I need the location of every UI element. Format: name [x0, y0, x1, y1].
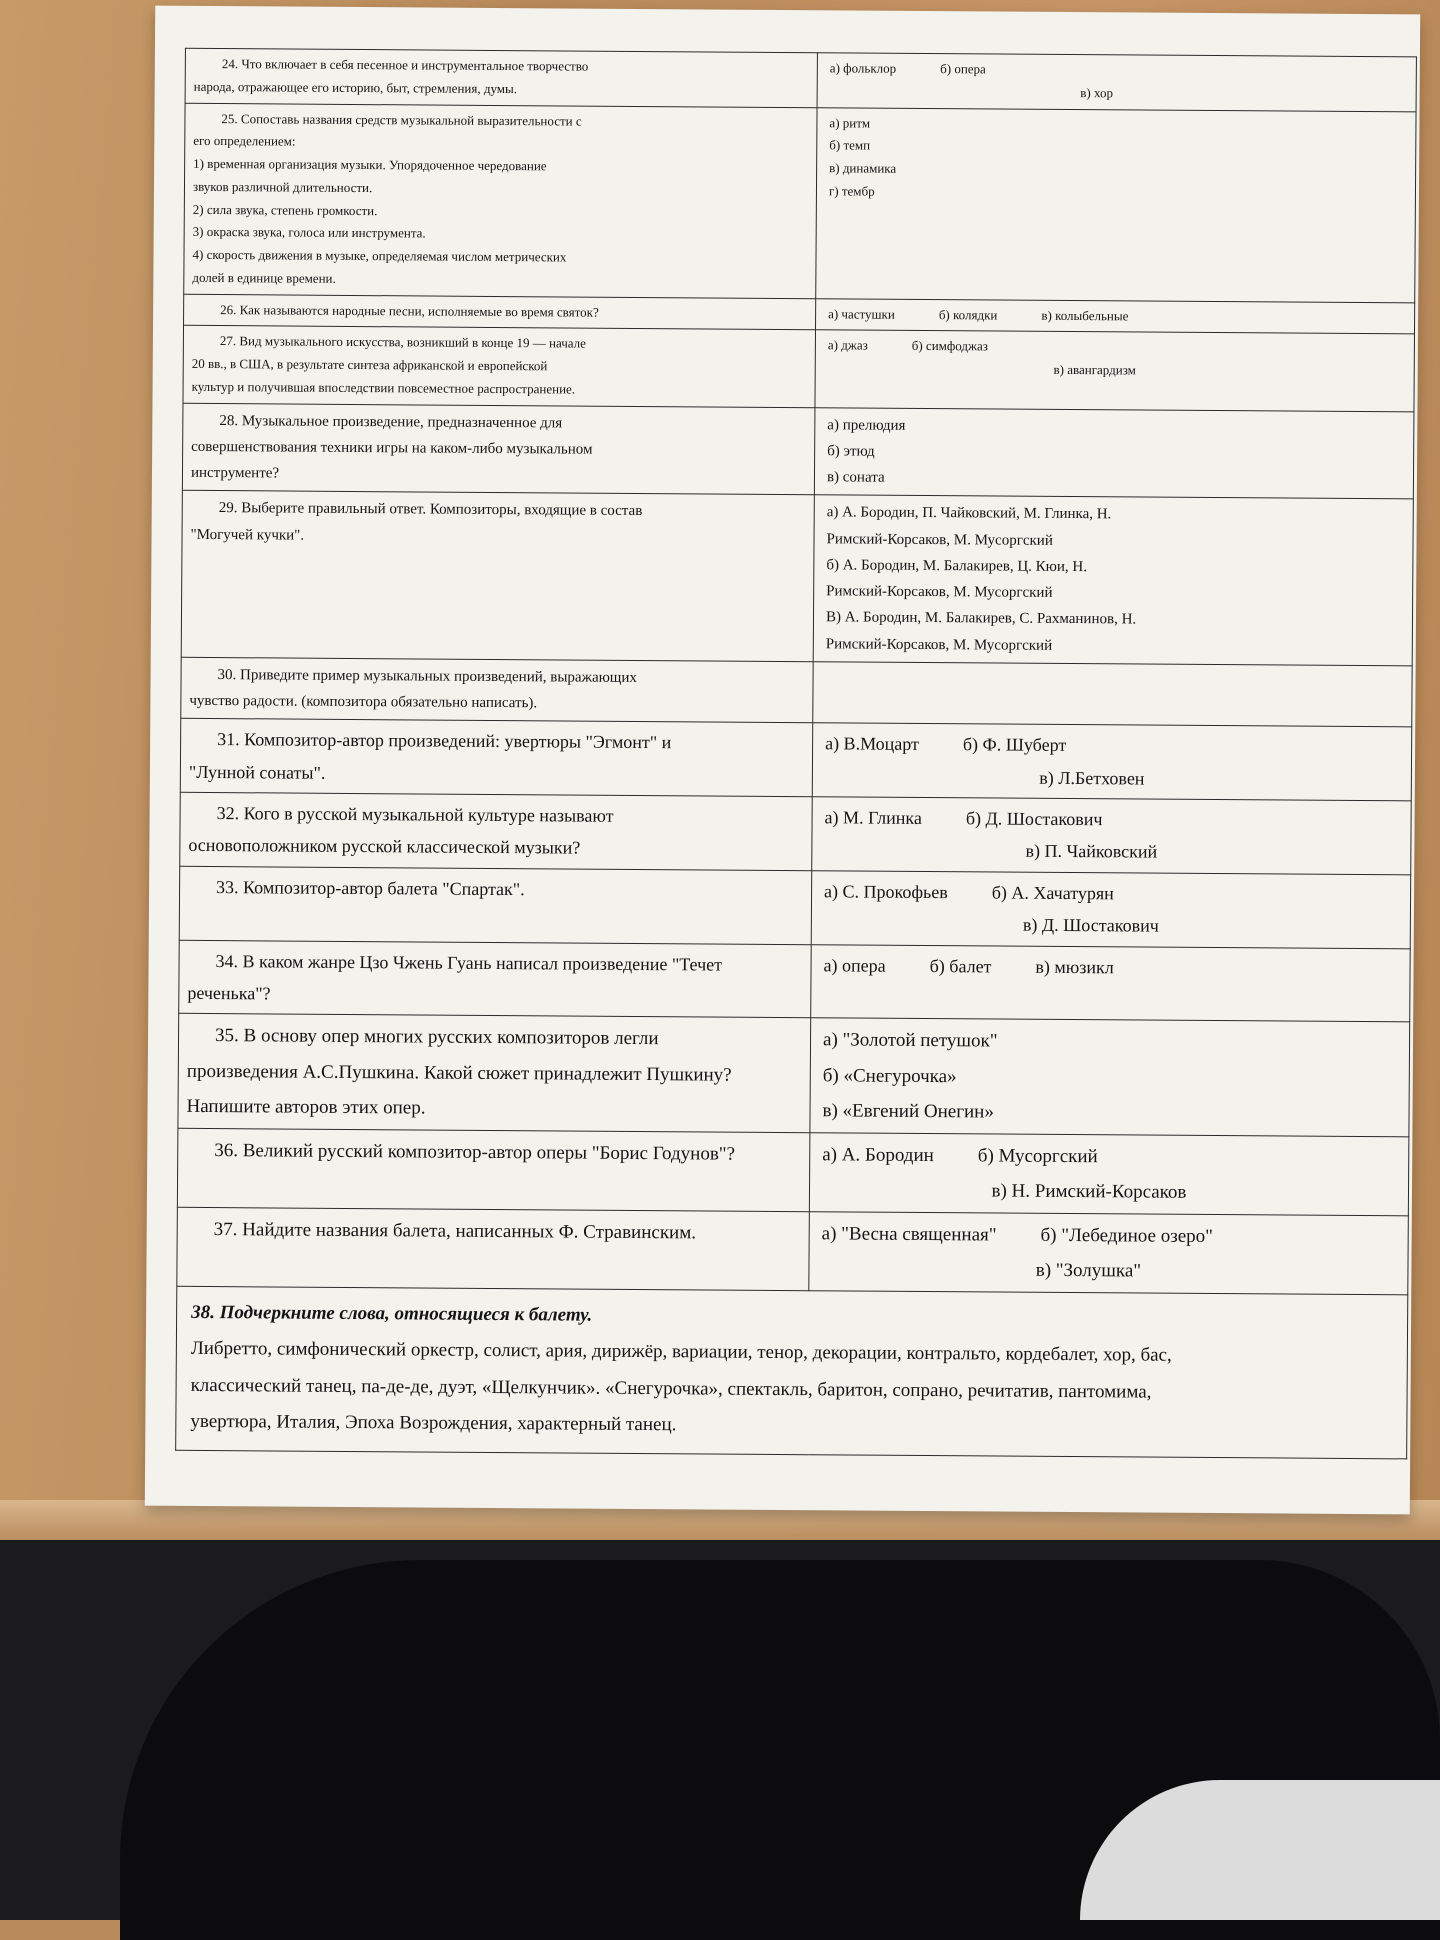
question-line: 26. Как называются народные песни, исполняемые во время святок? [220, 301, 599, 320]
question-text-cell [180, 719, 812, 797]
question-text-cell [185, 48, 817, 107]
answer-option: в) "Золушка" [1035, 1259, 1142, 1282]
answer-options-cell [809, 1212, 1409, 1295]
answer-line [826, 631, 1404, 661]
question-line: 32. Кого в русской музыкальной культуре называют [216, 803, 614, 826]
answer-option: а) М. Глинка [824, 807, 922, 829]
answer-option: б) колядки [938, 306, 998, 322]
question-line: 34. В каком жанре Цзо Чжень Гуань написал произведение "Течет [215, 950, 723, 975]
test-sheet [145, 6, 1420, 1515]
answer-line [822, 1216, 1400, 1255]
answer-option: б) этюд [827, 443, 875, 460]
answer-option: в) мюзикл [1035, 956, 1114, 977]
answer-line [830, 80, 1408, 107]
answer-line [825, 728, 1403, 764]
answer-option: а) "Весна священная" [821, 1223, 997, 1246]
question-line: 29. Выберите правильный ответ. Композиторы, входящие в состав [218, 500, 643, 520]
questions-table [175, 48, 1417, 1459]
answer-option: а) "Золотой петушок" [822, 1029, 998, 1052]
question-line: реченька"? [187, 982, 271, 1004]
question-line: "Лунной сонаты". [188, 761, 326, 783]
answer-options-cell [812, 723, 1412, 801]
question-row-29 [181, 491, 1413, 666]
question-text-cell [178, 1014, 811, 1133]
question-text-cell [183, 326, 816, 408]
question-text-cell [181, 657, 813, 723]
question-line: народа, отражающее его историю, быт, стремления, думы. [193, 78, 518, 96]
answer-line [830, 57, 1408, 84]
question-line: чувство радости. (композитора обязательно написать). [189, 692, 538, 712]
answer-options-cell [816, 298, 1415, 334]
task-38-line: классический танец, па-де-де, дуэт, «Щелкунчик». «Снегурочка», спектакль, баритон, сопрано, речитатив, пантомима, [190, 1374, 1152, 1403]
question-row-31 [180, 719, 1411, 801]
question-text-cell [179, 940, 811, 1018]
answer-options-cell [817, 53, 1416, 112]
answer-option: в) П. Чайковский [1025, 841, 1158, 863]
question-row-28 [182, 403, 1414, 499]
question-line: 2) сила звука, степень громкости. [192, 201, 378, 218]
question-line: 27. Вид музыкального искусства, возникший в конце 19 — начале [219, 333, 586, 351]
question-line: культур и получившая впоследствии повсеместное распространение. [191, 378, 576, 397]
answer-line [824, 875, 1402, 911]
answer-option: в) «Евгений Онегин» [822, 1099, 994, 1123]
answer-option: В) А. Бородин, М. Балакирев, С. Рахманинов, Н. [825, 609, 1137, 628]
question-line: 35. В основу опер многих русских композиторов легли [214, 1025, 659, 1050]
question-text-cell [179, 866, 811, 944]
question-line: 1) временная организация музыки. Упорядоченное чередование [193, 155, 547, 174]
answer-options-cell [813, 495, 1413, 666]
answer-line [823, 949, 1401, 985]
question-line: его определением: [193, 133, 296, 149]
question-text-cell [181, 491, 814, 662]
answer-option: а) А. Бородин, П. Чайковский, М. Глинка, Н. [826, 504, 1112, 523]
answer-line [822, 1093, 1400, 1132]
answer-option: в) хор [1080, 84, 1114, 101]
answer-option: а) джаз [827, 337, 868, 353]
question-line: совершенствования техники игры на каком-либо музыкальном [191, 438, 593, 458]
answer-option: г) тембр [828, 183, 875, 199]
question-row-37 [177, 1207, 1409, 1295]
answer-options-cell [816, 107, 1416, 302]
question-row-35 [178, 1014, 1410, 1137]
answer-options-cell [815, 330, 1415, 411]
answer-line [825, 760, 1403, 796]
question-line: 20 вв., в США, в результате синтеза африканской и европейской [191, 355, 548, 374]
answer-option: в) Н. Римский-Корсаков [991, 1180, 1187, 1203]
question-line: 25. Сопоставь названия средств музыкальной выразительности с [221, 110, 582, 129]
answer-option: а) опера [823, 954, 886, 976]
question-line: звуков различной длительности. [192, 178, 373, 195]
question-text-cell [184, 294, 816, 330]
answer-option: б) Д. Шостакович [965, 808, 1103, 830]
question-text-cell [180, 792, 812, 870]
answer-option: а) частушки [828, 305, 895, 322]
answer-line [822, 1137, 1400, 1176]
answer-option: б) Ф. Шуберт [962, 734, 1067, 756]
answer-option: б) симфоджаз [911, 338, 989, 354]
question-line: произведения А.С.Пушкина. Какой сюжет принадлежит Пушкину? [186, 1060, 732, 1086]
answer-option: б) темп [829, 137, 871, 153]
answer-option: а) С. Прокофьев [824, 881, 948, 902]
answer-options-cell [813, 661, 1412, 727]
answer-option: б) "Лебединое озеро" [1040, 1224, 1214, 1248]
answer-option: а) В.Моцарт [825, 733, 919, 755]
answer-option: б) балет [929, 955, 992, 977]
answer-option: в) колыбельные [1041, 307, 1129, 323]
answer-option: в) соната [826, 469, 885, 486]
question-line: Напишите авторов этих опер. [186, 1095, 426, 1119]
answer-line [821, 1252, 1399, 1291]
answer-option: а) прелюдия [827, 416, 906, 434]
answer-option: б) «Снегурочка» [822, 1064, 957, 1087]
answer-line [826, 526, 1404, 556]
answer-line [828, 303, 1406, 330]
answer-option: а) А. Бородин [822, 1144, 934, 1166]
question-line: 36. Великий русский композитор-автор оперы "Борис Годунов"? [214, 1139, 736, 1165]
question-line: 3) окраска звука, голоса или инструмента. [192, 224, 426, 241]
answer-option: б) опера [940, 61, 986, 77]
task-38-row [176, 1287, 1408, 1459]
answer-line [829, 180, 1407, 207]
answer-options-cell [812, 797, 1412, 875]
answer-line [828, 357, 1406, 384]
question-line: 33. Композитор-автор балета "Спартак". [216, 876, 525, 900]
question-line: инструменте? [190, 464, 280, 482]
answer-line [826, 578, 1404, 608]
task-38-title: 38. Подчеркните слова, относящиеся к балету. [191, 1302, 593, 1327]
answer-line [822, 1172, 1400, 1211]
answer-line [824, 801, 1402, 837]
answer-line [824, 834, 1402, 870]
question-row-36 [177, 1128, 1409, 1216]
question-line: долей в единице времени. [192, 269, 336, 286]
question-row-30 [181, 657, 1412, 727]
answer-options-cell [814, 407, 1414, 499]
question-row-24 [185, 48, 1416, 111]
task-38-line: Либретто, симфонический оркестр, солист, ария, дирижёр, вариации, тенор, декорации, контральто, кордебалет, хор, бас, [190, 1338, 1172, 1367]
answer-option: в) Л.Бетховен [1039, 767, 1145, 789]
answer-line [826, 552, 1404, 582]
question-text-cell [184, 103, 817, 298]
answer-line [828, 335, 1406, 362]
answer-line [823, 1023, 1401, 1062]
answer-option: в) Д. Шостакович [1022, 914, 1159, 936]
question-row-34 [179, 940, 1410, 1022]
answer-line [826, 605, 1404, 635]
answer-line [827, 464, 1405, 494]
question-line: "Могучей кучки". [190, 526, 305, 544]
answer-line [824, 907, 1402, 943]
question-row-32 [180, 792, 1411, 874]
answer-option: б) А. Хачатурян [991, 882, 1114, 904]
answer-option: Римский-Корсаков, М. Мусоргский [825, 635, 1053, 654]
question-line: 24. Что включает в себя песенное и инструментальное творчество [221, 56, 589, 74]
answer-option: Римский-Корсаков, М. Мусоргский [826, 583, 1053, 601]
answer-options-cell [809, 1132, 1409, 1215]
answer-option: в) авангардизм [1053, 361, 1136, 378]
answer-options-cell [810, 1018, 1410, 1137]
question-line: 37. Найдите названия балета, написанных Ф. Стравинским. [213, 1219, 697, 1244]
answer-line [827, 438, 1405, 468]
answer-options-cell [811, 871, 1411, 949]
answer-line [823, 1058, 1401, 1097]
question-text-cell [177, 1207, 810, 1291]
answer-option: б) А. Бородин, М. Балакирев, Ц. Кюи, Н. [826, 557, 1088, 575]
task-38-line: увертюра, Италия, Эпоха Возрождения, характерный танец. [190, 1410, 677, 1435]
answer-option: а) ритм [829, 114, 871, 131]
answer-line [827, 412, 1405, 442]
question-line: 28. Музыкальное произведение, предназначенное для [219, 412, 563, 431]
question-line: основоположником русской классической музыки? [188, 835, 581, 859]
question-row-25 [184, 103, 1416, 303]
question-row-33 [179, 866, 1410, 948]
answer-line [827, 500, 1405, 530]
question-row-27 [183, 326, 1415, 412]
question-line: 30. Приведите пример музыкальных произведений, выражающих [217, 666, 637, 686]
question-text-cell [177, 1128, 810, 1212]
answer-option: в) динамика [829, 160, 897, 176]
question-line: 4) скорость движения в музыке, определяемая числом метрических [192, 246, 567, 265]
question-text-cell [182, 403, 815, 495]
answer-options-cell [811, 944, 1411, 1022]
task-38-cell [176, 1287, 1408, 1459]
answer-option: б) Мусоргский [977, 1145, 1098, 1168]
question-line: 31. Композитор-автор произведений: увертюры "Эгмонт" и [217, 729, 672, 753]
answer-option: а) фольклор [829, 60, 897, 76]
answer-option: Римский-Корсаков, М. Мусоргский [826, 530, 1053, 549]
